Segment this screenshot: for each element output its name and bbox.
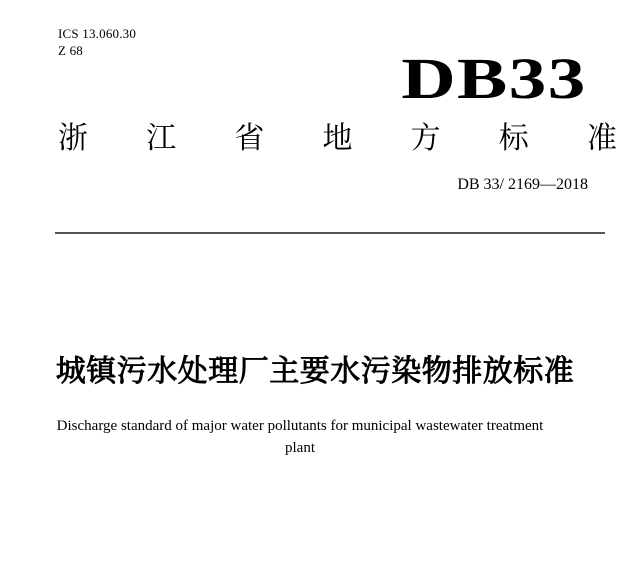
province-standard-row — [58, 123, 617, 155]
subtitle-line-1: Discharge standard of major water pollutants for municipal wastewater treatment — [56, 418, 544, 434]
classification-code: Z 68 — [58, 43, 83, 58]
province-standard-char: 地 — [322, 122, 353, 155]
subtitle-line-2: plant — [285, 440, 315, 456]
province-standard-char: 浙 — [58, 122, 88, 155]
standard-number: DB 33/ 2169—2018 — [457, 176, 588, 193]
db33-logo: DB33 — [401, 46, 587, 111]
ics-classification-block — [58, 25, 136, 59]
document-subtitle-en — [40, 415, 560, 459]
ics-code: ICS 13.060.30 — [58, 26, 137, 41]
province-standard-char: 标 — [498, 122, 529, 155]
province-standard-char: 方 — [410, 122, 441, 155]
header-divider — [55, 232, 605, 234]
province-standard-char: 江 — [146, 122, 177, 155]
province-standard-char: 准 — [586, 122, 617, 155]
document-title-zh: 城镇污水处理厂主要水污染物排放标准 — [55, 355, 575, 388]
province-standard-char: 省 — [234, 122, 265, 155]
